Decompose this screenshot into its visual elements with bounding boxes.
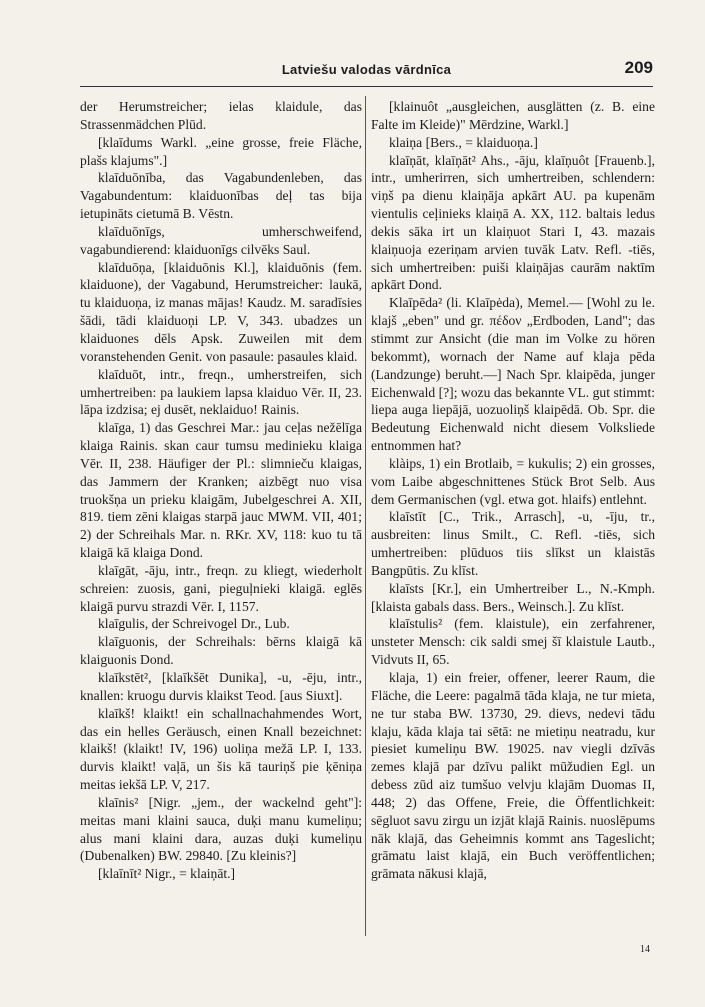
left-column (80, 98, 362, 883)
entry-paragraph: [klaīnīt² Nigr., = klaiņāt.] (98, 866, 236, 882)
entry-paragraph: klaīsts [Kr.], ein Umhertreiber L., N.-Kmph. [klaista gabals dass. Bers., Weinsch.]. Zu klīst. (371, 580, 655, 614)
entry-paragraph: klaīga, 1) das Geschrei Mar.: jau ceļas nežēlīga klaiga Rainis. skan caur tumsu medinieku klaiga Vēr. II, 238. Häufiger der Pl.: slimnieču klaigas, das Jammern der Kranken; aizbēgt nuo visa truokšņa un prieku klaigām, Jubelgeschrei A. XII, 819. tiem zēni klaigas starpā jauc MWM. VII, 401; 2) der Schreihals Mar. n. RKr. XV, 118: kuo tu tā klaigā kā klaiga Dond. (80, 420, 362, 561)
entry-paragraph: klaīstīt [C., Trik., Arrasch], -u, -īju, tr., ausbreiten: linus Smilt., C. Refl. -tiēs, sich umhertreiben: plūduos tiis slīkst un klaistās Bangpūtis. Zu klīst. (371, 509, 655, 578)
entry-paragraph: [klainuôt „ausgleichen, ausglätten (z. B. eine Falte im Kleide)" Mērdzine, Warkl.] (371, 99, 655, 132)
entry-paragraph: klaīguonis, der Schreihals: bērns klaigā kā klaiguonis Dond. (80, 634, 362, 668)
entry-paragraph: klaīgulis, der Schreivogel Dr., Lub. (98, 616, 290, 632)
page-header (80, 58, 653, 87)
right-column (371, 98, 655, 883)
entry-paragraph: klaīkstēt², [klaīkšēt Dunika], -u, -ēju, intr., knallen: kruogu durvis klaikst Teod. [aus Siuxt]. (80, 670, 362, 703)
column-divider (365, 96, 366, 936)
entry-paragraph: klaīduōnīgs, umherschweifend, vagabundierend: klaiduonīgs cilvēks Saul. (80, 223, 362, 257)
page-number: 209 (624, 58, 653, 77)
signature-mark: 14 (640, 944, 650, 955)
running-title: Latviešu valodas vārdnīca (281, 62, 452, 77)
entry-paragraph: klaīkš! klaikt! ein schallnachahmendes Wort, das ein helles Geräusch, einen Knall bezeichnet: klaikš! (klaikt! IV, 196) uoliņa mežā LP. I, 133. durvis klaikt! vaļā, un šis kā tauriņš pie ķēniņa meitas iekšā LP. V, 217. (80, 705, 362, 793)
entry-paragraph: klàips, 1) ein Brotlaib, = kukulis; 2) ein grosses, vom Laibe abgeschnittenes Stück Brot Selb. Aus dem Germanischen (vgl. etwa got. hlaifs) entlehnt. (371, 455, 655, 507)
entry-paragraph: klaīduōnība, das Vagabundenleben, das Vagabundentum: klaiduonības deļ tas bija ietupināts cietumā B. Vēstn. (80, 170, 362, 222)
entry-paragraph: der Herumstreicher; ielas klaidule, das Strassenmädchen Plūd. (80, 99, 362, 132)
entry-paragraph: klaīņāt, klaīņāt² Ahs., -āju, klaīņuôt [Frauenb.], intr., umherirren, sich umhertreiben, schlendern: viņš pa dienu klaiņāja apkārt AU. pa kupenām vientulis ceļinieks klaiņā A. XX, 112. baltais ledus dekis sāka irt un klaiņuot Stari I, 43. mazais klaiņuoja ezeriņam arvien tuvāk Latv. Refl. -tiēs, sich umhertreiben: puiši klaiņājas caurām naktīm apkārt Dond. (371, 152, 655, 293)
entry-paragraph: Klaīpēda² (li. Klaīpėda), Memel.— [Wohl zu le. klajš „eben" und gr. πέδον „Erdboden, Land"; das stimmt zur Ansicht (die man im Volke zu hören bekommt), wornach der Name auf klaja pēda (Landzunge) beruht.—] Nach Spr. klaipēda, junger Eichenwald [?]; wozu das bekannte VL. gut stimmt: liepa auga liepājā, uozuoliņš klaipēdā. Ob. Spr. die Bedeutung Eichenwald nicht diesem Volksliede entnommen hat? (371, 295, 655, 454)
entry-paragraph: klaīnis² [Nigr. „jem., der wackelnd geht"]: meitas mani klaini sauca, duķi manu kumeliņu; alus mani klaini dara, auzas duķi kumeliņu (Dubenalken) BW. 29840. [Zu kleinis?] (80, 794, 362, 864)
entry-paragraph: klaja, 1) ein freier, offener, leerer Raum, die Fläche, die Leere: pagalmā tāda klaja, ne tur mieta, ne tur staba BW. 13730, 29. dievs, nedevi tādu klaju, kāda klaja tai sētā: ne mietiņu neatradu, kur piesiet kumeliņu BW. 19025. nav viegli dzīvās zemes klajā par dzīvu palikt mūžudien Egl. un debess zūd aiz tumšuo velvju klajām Duomas II, 448; 2) das Offene, Freie, die Öffentlichkeit: sēgluot savu zirgu un izjāt klajā Rainis. nuoslēpums nāk klajā, das Geheimnis kommt ans Tageslicht; grāmatu laist klajā, ein Buch veröffentlichen; grāmata nākusi klajā, (371, 670, 655, 882)
entry-paragraph: klaīduōņa, [klaiduōnis Kl.], klaiduōnis (fem. klaiduone), der Vagabund, Herumstreicher: laukā, tu klaiduoņa, iz manas mājas! Kaudz. M. saradīsies šādi, tādi klaiduoņi LP. V, 343. ubadzes un klaiduones dēls Apsk. Zuweilen mit dem voranstehenden Genit. von pasaule: pasaules klaid. (80, 259, 362, 364)
entry-paragraph: klaīduōt, intr., freqn., umherstreifen, sich umhertreiben: pa laukiem lapsa klaiduo Vēr. II, 23. lāpa izdzisa; ej dusēt, neklaiduo! Rainis. (80, 366, 362, 418)
entry-paragraph: klaīstulis² (fem. klaistule), ein zerfahrener, unsteter Mensch: cik saldi smej šī klaistule Lautb., Vidvuts II, 65. (371, 616, 655, 668)
entry-paragraph: klaīgāt, -āju, intr., freqn. zu kliegt, wiederholt schreien: zuosis, gani, pieguļnieki klaigā. eglēs klaigā purvu strazdi Vēr. I, 1157. (80, 562, 362, 614)
entry-paragraph: [klaīdums Warkl. „eine grosse, freie Fläche, plašs klajums".] (80, 134, 362, 168)
entry-paragraph: klaiņa [Bers., = klaiduoņa.] (389, 134, 538, 150)
